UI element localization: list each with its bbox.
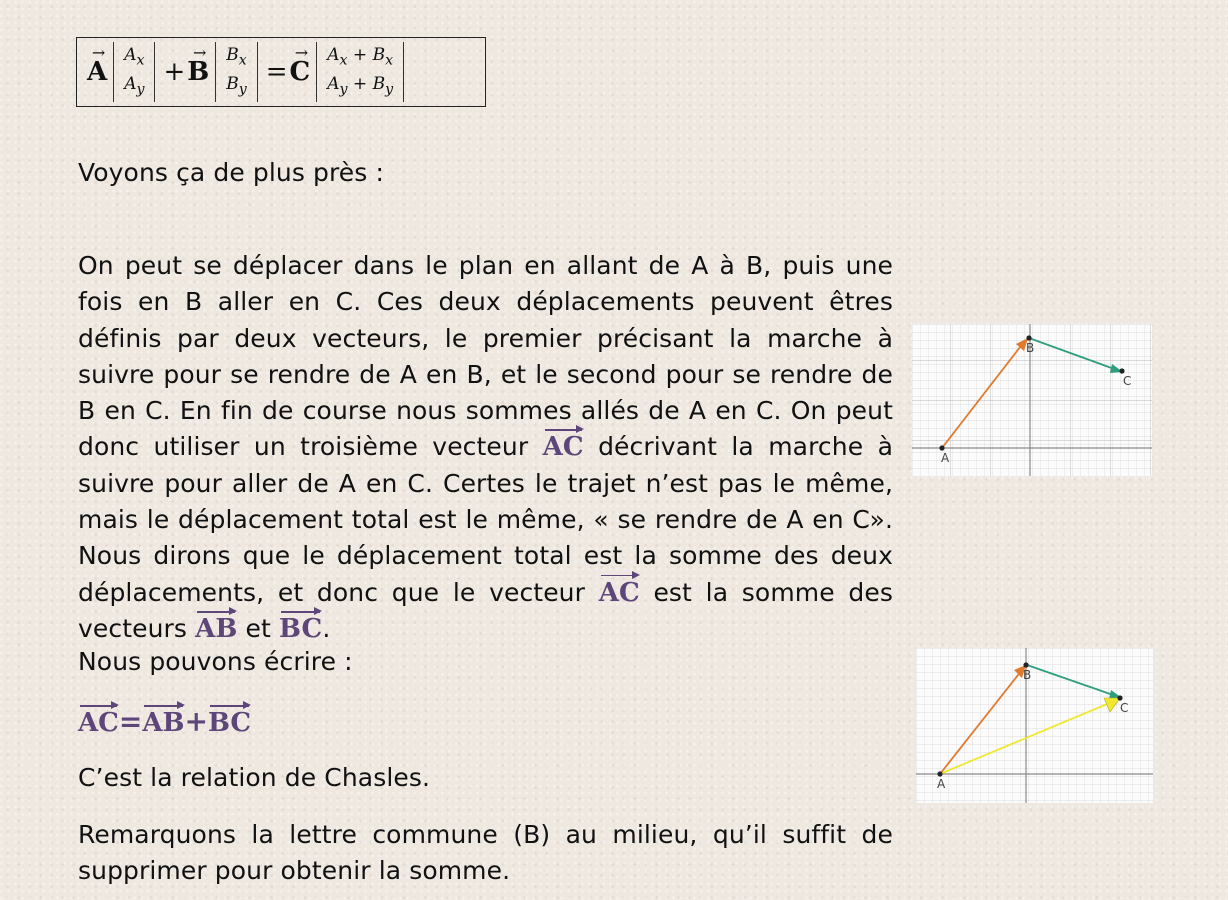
- vector-diagram-ab-bc: [912, 324, 1152, 476]
- equation-lhs: AC: [78, 708, 119, 738]
- equation-term-ab: AB: [142, 708, 185, 738]
- chasles-relation-text: C’est la relation de Chasles.: [78, 763, 431, 792]
- label-c: C: [1120, 701, 1129, 715]
- vector-a-symbol: → A: [87, 43, 108, 87]
- equals-sign: =: [265, 57, 288, 87]
- label-c: C: [1123, 374, 1132, 388]
- label-b: B: [1023, 668, 1032, 682]
- label-a: A: [941, 451, 950, 465]
- vector-ab-inline: AB: [195, 613, 238, 644]
- equation-plus: +: [184, 705, 208, 738]
- vector-sum-formula: [76, 37, 486, 107]
- vector-b-components: $B_x$ $B_y$: [215, 42, 258, 102]
- label-b: B: [1026, 341, 1035, 355]
- plus-sign: +: [163, 57, 186, 87]
- remark-text: Remarquons la lettre commune (B) au milieu, qu’il suffit de supprimer pour obtenir la somme.: [78, 820, 893, 886]
- vector-ac-inline: AC: [542, 432, 584, 463]
- vector-c-symbol: → C: [289, 43, 311, 87]
- explanation-paragraph: On peut se déplacer dans le plan en allant de A à B, puis une fois en B aller en C. Ces deux déplacements peuvent êtres définis par deux vecteurs, le premier précisant la marche à suivre pour se rendre de A en B, et le second pour se rendre de B en C. En fin de course nous sommes allés de A en C. On peut donc utiliser un troisième vecteur AC décrivant la marche à suivre pour aller de A en C. Certes le trajet n’est pas le même, mais le déplacement total est le même, « se rendre de A en C». Nous dirons que le déplacement total est la somme des deux déplacements, et donc que le vecteur AC est la somme des vecteurs AB et BC.: [78, 251, 893, 644]
- equation-term-bc: BC: [207, 708, 252, 738]
- vector-diagram-chasles: [916, 648, 1153, 803]
- vector-b-symbol: → B: [187, 43, 210, 87]
- label-a: A: [937, 777, 946, 791]
- chasles-equation: [78, 705, 251, 738]
- point-a: [937, 771, 942, 776]
- intro-text: Voyons ça de plus près :: [78, 158, 384, 187]
- write-label: Nous pouvons écrire :: [78, 647, 353, 676]
- vector-ac-inline: AC: [598, 577, 640, 608]
- vector-bc-inline: BC: [278, 613, 323, 644]
- vector-c-components: $A_x + B_x$ $A_y + B_y$: [316, 42, 404, 102]
- point-c: [1117, 695, 1122, 700]
- vector-a-components: $A_x$ $A_y$: [113, 42, 155, 102]
- point-c: [1119, 368, 1124, 373]
- point-b: [1026, 335, 1031, 340]
- point-b: [1023, 662, 1028, 667]
- point-a: [939, 445, 944, 450]
- equation-equals: =: [118, 705, 143, 738]
